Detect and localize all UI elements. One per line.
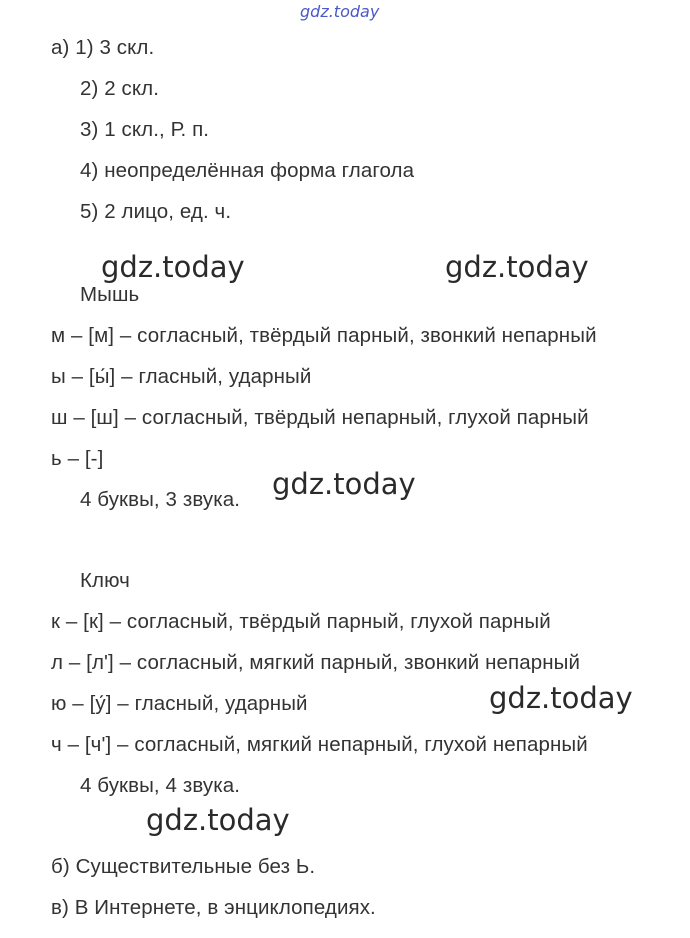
part-a-item-2: 2) 2 скл. xyxy=(80,77,160,100)
watermark-4: gdz.today xyxy=(489,681,633,715)
word2-summary: 4 буквы, 4 звука. xyxy=(80,774,241,797)
part-a-item-5: 5) 2 лицо, ед. ч. xyxy=(80,200,232,223)
word2-sound-3: ю – [у́] – гласный, ударный xyxy=(51,692,308,715)
part-a-item-3: 3) 1 скл., Р. п. xyxy=(80,118,210,141)
watermark-top: gdz.today xyxy=(300,2,380,21)
watermark-5: gdz.today xyxy=(146,803,290,837)
part-b: б) Существительные без Ь. xyxy=(51,855,316,878)
word1-summary: 4 буквы, 3 звука. xyxy=(80,488,241,511)
word1-title: Мышь xyxy=(80,283,140,306)
word1-sound-3: ш – [ш] – согласный, твёрдый непарный, глухой парный xyxy=(51,406,589,429)
part-a-item-4: 4) неопределённая форма глагола xyxy=(80,159,415,182)
part-a-item-1: а) 1) 3 скл. xyxy=(51,36,155,59)
watermark-2: gdz.today xyxy=(445,250,589,284)
word2-sound-1: к – [к] – согласный, твёрдый парный, глухой парный xyxy=(51,610,551,633)
word2-title: Ключ xyxy=(80,569,130,592)
word2-sound-4: ч – [ч'] – согласный, мягкий непарный, глухой непарный xyxy=(51,733,588,756)
watermark-1: gdz.today xyxy=(101,250,245,284)
word1-sound-1: м – [м] – согласный, твёрдый парный, звонкий непарный xyxy=(51,324,597,347)
word2-sound-2: л – [л'] – согласный, мягкий парный, звонкий непарный xyxy=(51,651,581,674)
word1-sound-2: ы – [ы́] – гласный, ударный xyxy=(51,365,312,388)
word1-sound-4: ь – [-] xyxy=(51,447,104,470)
watermark-3: gdz.today xyxy=(272,467,416,501)
part-v: в) В Интернете, в энциклопедиях. xyxy=(51,896,376,919)
